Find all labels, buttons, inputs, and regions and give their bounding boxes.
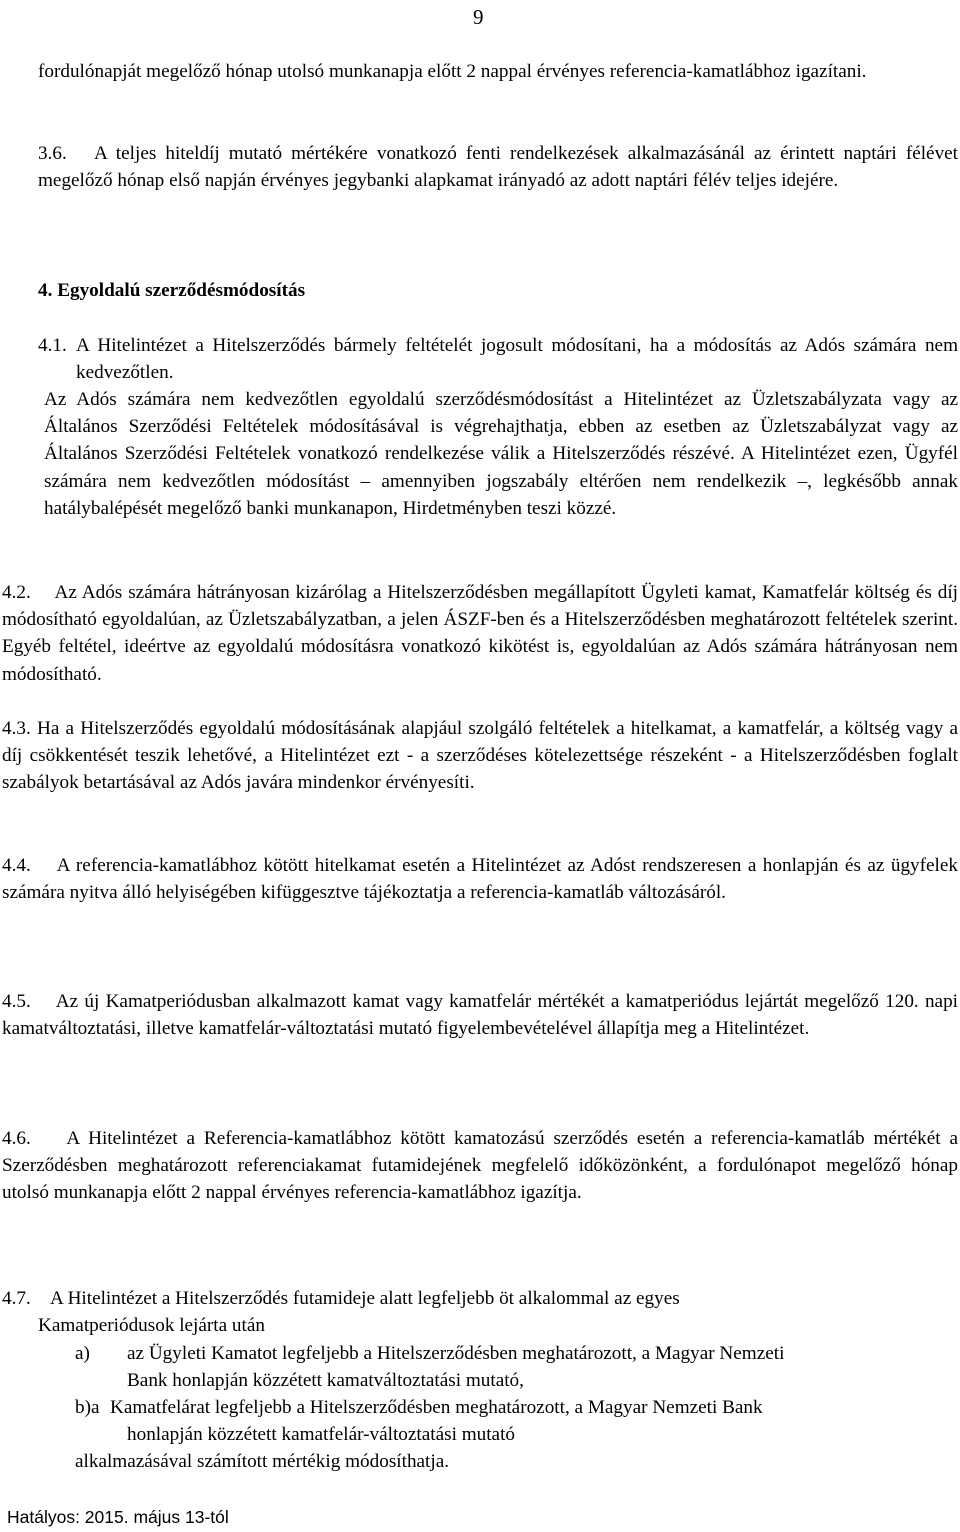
- section-heading: 4. Egyoldalú szerződésmódosítás: [38, 280, 306, 301]
- list-item-b-line2: honlapján közzétett kamatfelár-változtatási mutató: [127, 1424, 515, 1445]
- paragraph-3-6: [38, 140, 958, 194]
- paragraph-text: A referencia-kamatlábhoz kötött hitelkamat esetén a Hitelintézet az Adóst rendszeresen a honlapján és az ügyfelek számára nyitva álló helyiségében kifüggesztve tájékoztatja a referencia-kamatláb változásáról.: [2, 855, 959, 904]
- paragraph-number: 4.7.: [2, 1288, 31, 1309]
- list-item-label-b: b)a: [75, 1397, 100, 1418]
- paragraph-number: 3.6.: [38, 143, 67, 164]
- paragraph-4-7-line2: Kamatperiódusok lejárta után: [38, 1315, 265, 1336]
- paragraph-number: 4.5.: [2, 991, 31, 1012]
- paragraph-text: A teljes hiteldíj mutató mértékére vonatkozó fenti rendelkezések alkalmazásánál az érintett naptári félévet megelőző hónap első napján érvényes jegybanki alapkamat irányadó az adott naptári félév teljes idejére.: [38, 143, 959, 192]
- list-item-a-line1: az Ügyleti Kamatot legfeljebb a Hitelszerződésben meghatározott, a Magyar Nemzeti: [127, 1343, 785, 1364]
- paragraph-text: Ha a Hitelszerződés egyoldalú módosításának alapjául szolgáló feltételek a hitelkamat, a kamatfelár, a költség vagy a díj csökkentését teszik lehetővé, a Hitelintézet ezt - a szerződéses kötelezettsége részeként - a Hitelszerződésben foglalt szabályok betartásával az Adós javára mindenkor érvényesíti.: [2, 718, 959, 794]
- paragraph-number: 4.2.: [2, 582, 31, 603]
- paragraph-text: Az Adós számára hátrányosan kizárólag a Hitelszerződésben megállapított Ügyleti kamat, Kamatfelár költség és díj módosítható egyoldalúan, az Üzletszabályzatban, a jelen ÁSZF-ben és a Hitelszerződésben meghatározott feltételek szerint. Egyéb feltétel, ideértve az egyoldalú módosításra vonatkozó kikötést is, egyoldalúan az Adós számára hátrányosan nem módosítható.: [2, 582, 958, 685]
- list-item-label-a: a): [75, 1343, 90, 1364]
- paragraph-number: 4.4.: [2, 855, 31, 876]
- paragraph-4-3: [2, 715, 958, 797]
- paragraph-4-7-line1: [2, 1285, 942, 1312]
- list-item-b-line1: Kamatfelárat legfeljebb a Hitelszerződésben meghatározott, a Magyar Nemzeti Bank: [110, 1397, 763, 1418]
- paragraph-4-5: [2, 988, 958, 1042]
- paragraph-4-7-closing: alkalmazásával számított mértékig módosíthatja.: [75, 1451, 450, 1472]
- paragraph-4-2: [2, 579, 958, 688]
- paragraph-text: A Hitelintézet a Hitelszerződés futamideje alatt legfeljebb öt alkalommal az egyes: [49, 1288, 680, 1309]
- page-number: 9: [473, 5, 484, 29]
- paragraph-text: Az új Kamatperiódusban alkalmazott kamat vagy kamatfelár mértékét a kamatperiódus lejártát megelőző 120. napi kamatváltoztatási, illetve kamatfelár-változtatási mutató figyelembevételével állapítja meg a Hitelintézet.: [2, 991, 958, 1040]
- paragraph-text: A Hitelintézet a Referencia-kamatlábhoz kötött kamatozású szerződés esetén a referencia-kamatláb mértékét a Szerződésben meghatározott referenciakamat futamidejének megfelelő időközönként, a fordulónapot megelőző hónap utolsó munkanapja előtt 2 nappal érvényes referencia-kamatlábhoz igazítja.: [2, 1128, 959, 1204]
- footer-effective-date: Hatályos: 2015. május 13-tól: [7, 1507, 229, 1527]
- paragraph-4-6: [2, 1125, 958, 1207]
- paragraph-4-1-text-a: A Hitelintézet a Hitelszerződés bármely feltételét jogosult módosítani, ha a módosítás az Adós számára nem kedvezőtlen.: [76, 335, 958, 384]
- paragraph-4-1-text-b: Az Adós számára nem kedvezőtlen egyoldalú szerződésmódosítást a Hitelintézet az Üzletszabályzata vagy az Általános Szerződési Feltételek módosításával is végrehajthatja, ebben az esetben az Üzletszabályzat vagy az Általános Szerződési Feltételek vonatkozó rendelkezése válik a Hitelszerződés részévé. A Hitelintézet ezen, Ügyfél számára nem kedvezőtlen módosítást – amennyiben jogszabály eltérően nem rendelkezik –, legkésőbb annak hatálybalépését megelőző banki munkanapon, Hirdetményben teszi közzé.: [44, 389, 958, 519]
- intro-paragraph: fordulónapját megelőző hónap utolsó munkanapja előtt 2 nappal érvényes referencia-kamatlábhoz igazítani.: [38, 61, 867, 82]
- paragraph-number: 4.6.: [2, 1128, 31, 1149]
- paragraph-4-4: [2, 852, 958, 906]
- list-item-a-line2: Bank honlapján közzétett kamatváltoztatási mutató,: [127, 1370, 524, 1391]
- paragraph-number: 4.3.: [2, 718, 31, 739]
- paragraph-number: 4.1.: [38, 335, 67, 356]
